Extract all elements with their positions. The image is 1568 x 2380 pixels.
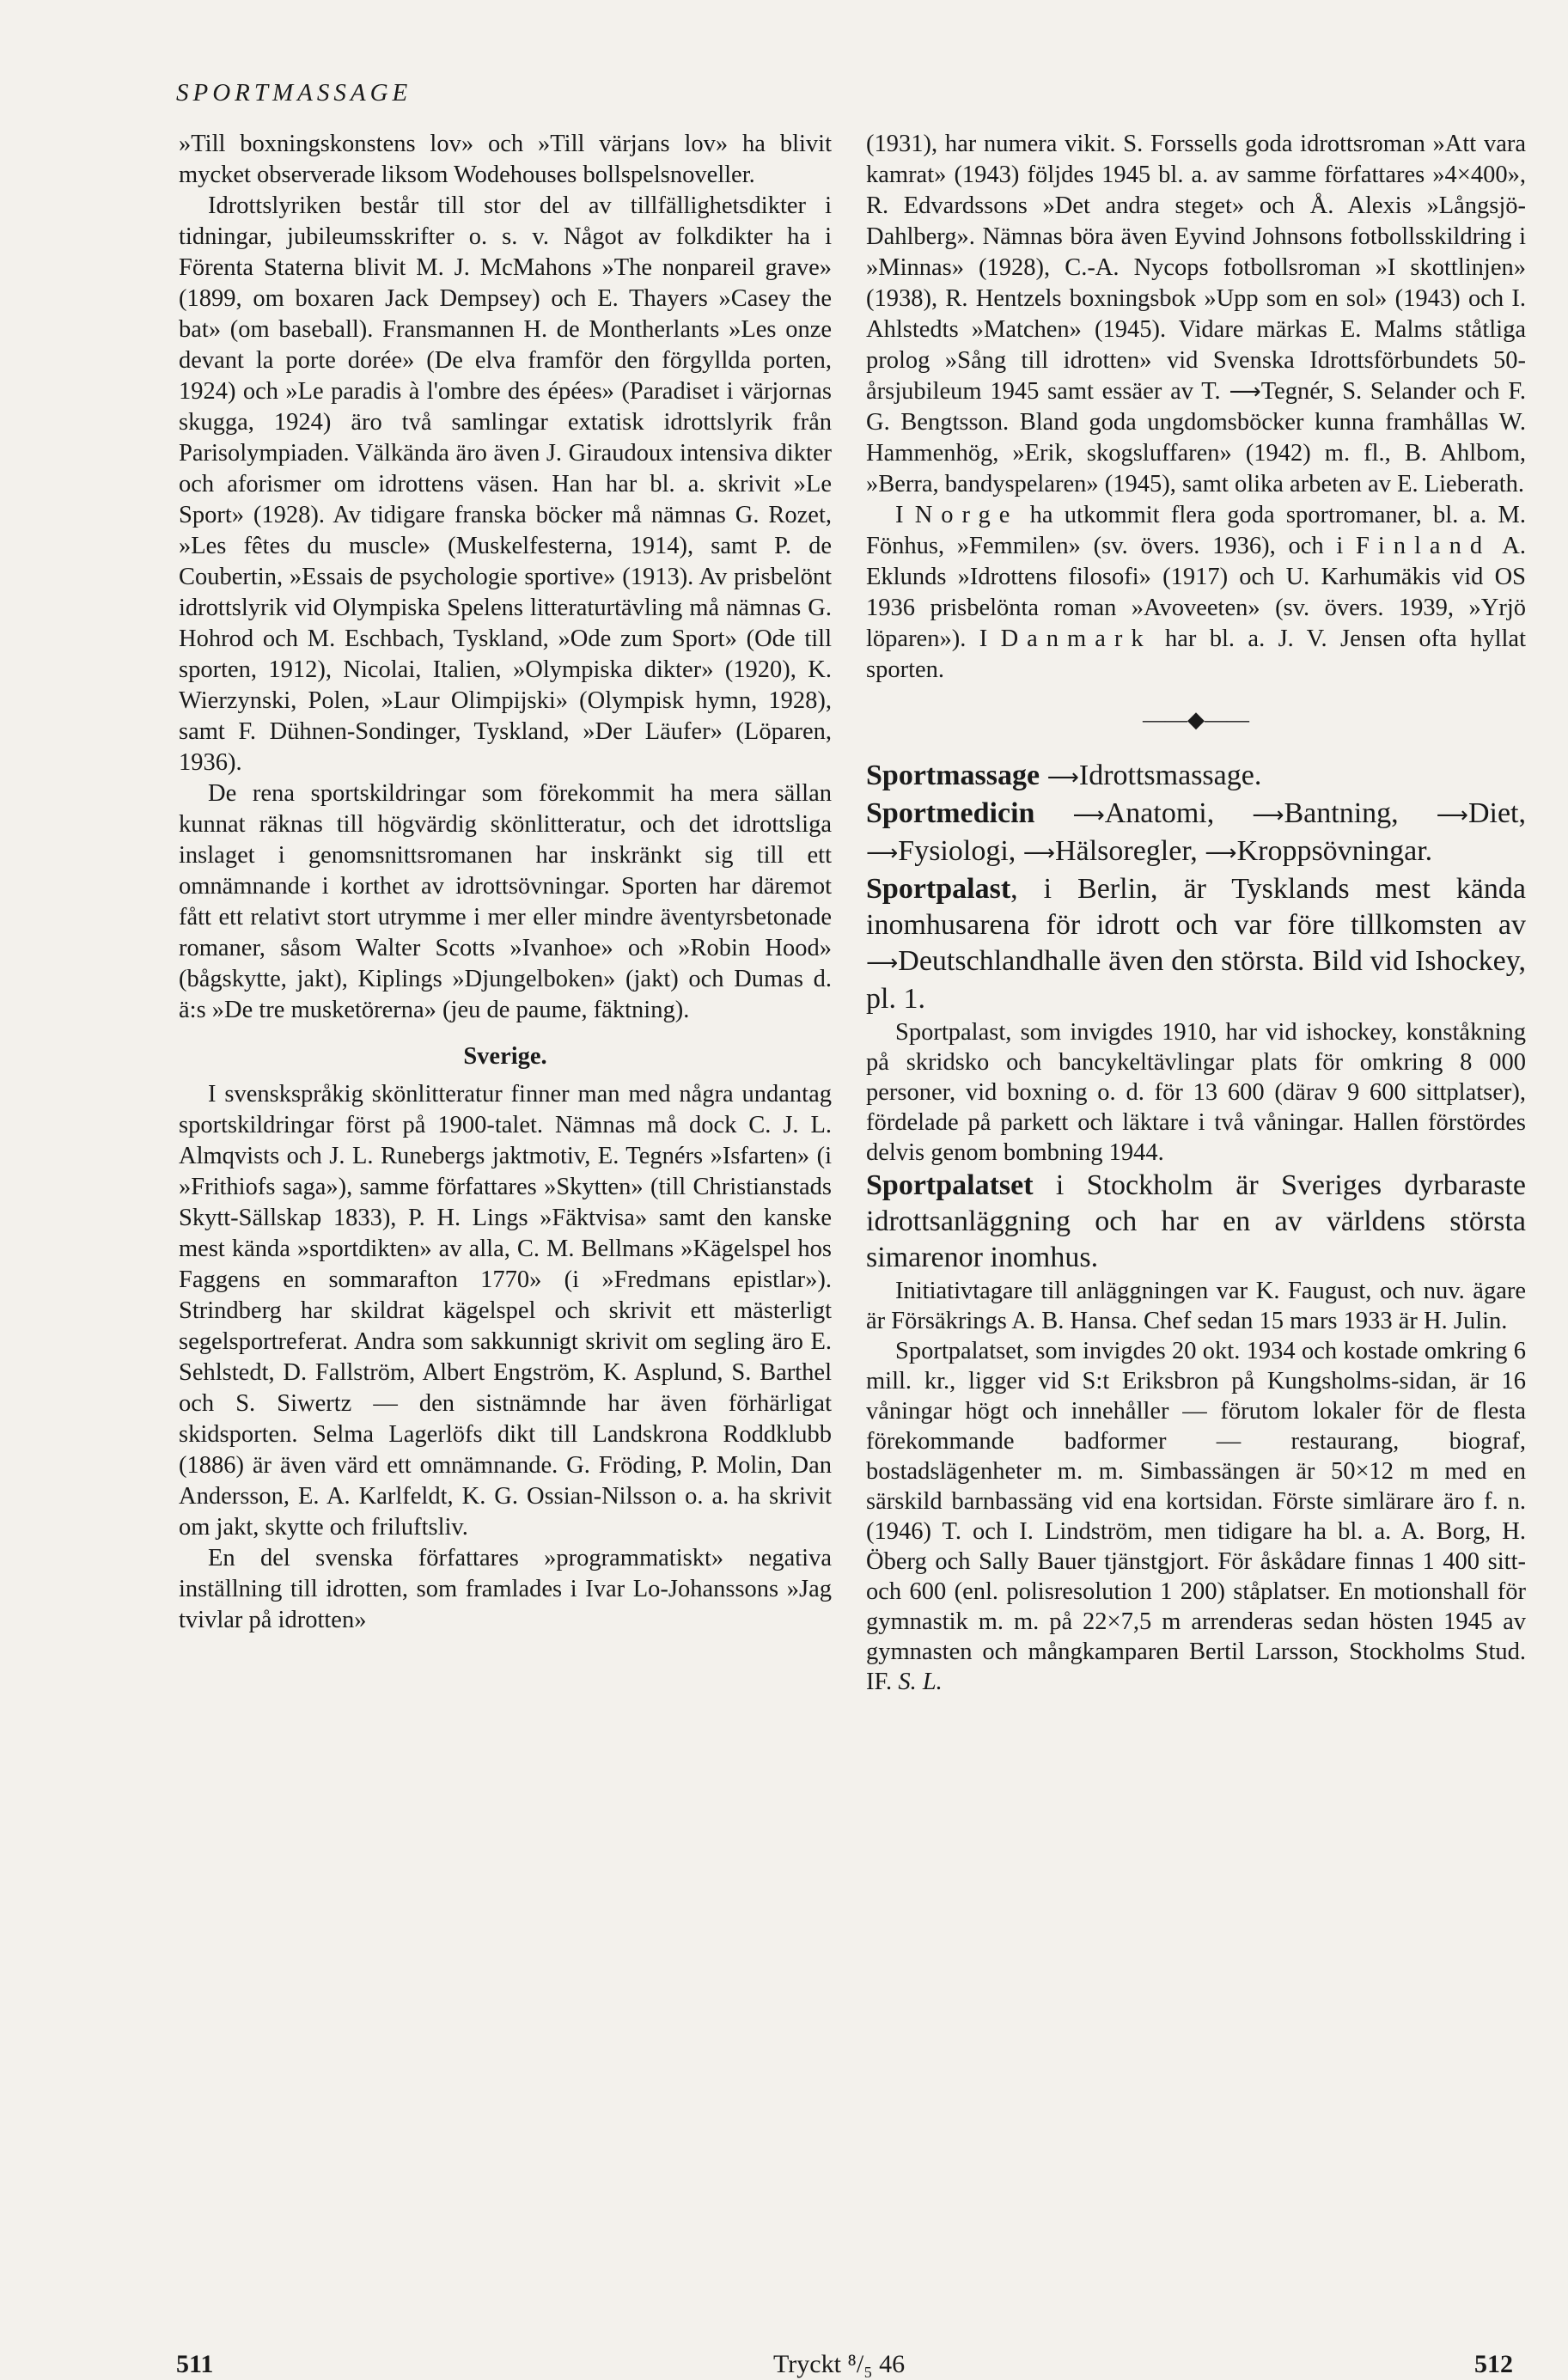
arrow-icon: ⟶ [1046,765,1079,790]
country-finland: Finland [1356,533,1492,559]
entry-sportpalatset: Sportpalatset i Stockholm är Sveriges dyrbaraste idrottsanläggning och har en av världens största simarenor inomhus. [866,1169,1526,1273]
left-column [179,129,832,1636]
country-danmark: Danmark [1000,626,1152,652]
cross-reference[interactable]: Diet, [1467,797,1526,829]
paragraph: I Norge ha utkommit flera goda sportromaner, bl. a. M. Fönhus, »Femmilen» (sv. övers. 1936), och i Finland A. Eklunds »Idrottens filosofi» (1917) och U. Karhumäkis vid OS 1936 prisbelönta roman »Avoveeten» (sv. övers. 1939, »Yrjö löparen»). I Danmark har bl. a. J. V. Jensen ofta hyllat sporten. [866,502,1527,683]
arrow-icon: ⟶ [866,950,899,976]
cross-reference[interactable]: Kroppsövningar. [1236,835,1433,867]
cross-reference[interactable]: Idrottsmassage. [1078,760,1262,791]
section-heading-sverige: Sverige. [463,1043,547,1070]
cross-reference[interactable]: Hälsoregler, [1055,835,1198,867]
print-note: Tryckt ⁸/₅ 46 [773,2350,906,2378]
paragraph: Sportpalast, som invigdes 1910, har vid ishockey, konståkning på skridsko och bancykeltävlingar plats för omkring 8 000 personer, vid boxning o. d. för 13 600 (därav 9 600 sittplatser), fördelade på parkett och läktare i två våningar. Hallen förstördes delvis genom bombning 1944. [866,1019,1526,1166]
paragraph: Initiativtagare till anläggningen var K. Faugust, och nuv. ägare är Försäkrings A. B. Hansa. Chef sedan 15 mars 1933 är H. Julin. [866,1278,1526,1334]
entry-sportpalast: Sportpalast, i Berlin, är Tysklands mest kända inomhusarena för idrott och var före tillkomsten av ⟶Deutschlandhalle även den största. Bild vid Ishockey, pl. 1. [866,873,1527,1015]
paragraph: I svenskspråkig skönlitteratur finner man med några undantag sportskildringar först på 1900-talet. Nämnas må dock C. J. L. Almqvists och J. L. Runebergs jaktmotiv, E. Tegnérs »Isfarten» (i »Frithiofs saga»), samme författares »Skytten» (till Christianstads Skytt-Sällskap 1833), P. H. Lings »Fäktvisa» samt den kanske mest kända »sportdikten» av alla, C. M. Bellmans »Kägelspel hos Faggens en sommarafton 1770» (i »Fredmans epistlar»). Strindberg har skildrat kägelspel och skrivit ett mästerligt segelsportreferat. Andra som sakkunnigt skrivit om segling äro E. Sehlstedt, D. Fallström, Albert Engström, K. Asplund, S. Barthel och S. Siwertz — den sistnämnde har även förhärligat skidsporten. Selma Lagerlöfs dikt till Landskrona Roddklubb (1886) är även värd ett omnämnande. G. Fröding, P. Molin, Dan Andersson, E. A. Karlfeldt, K. G. Ossian-Nilsson o. a. ha skrivit om jakt, skytte och friluftsliv. [179,1081,832,1541]
right-column [866,129,1526,1697]
entry-headword: Sportpalatset [866,1169,1034,1201]
arrow-icon: ⟶ [1205,840,1237,866]
arrow-icon: ⟶ [1252,802,1284,828]
country-norge: Norge [914,502,1019,528]
entry-headword: Sportpalast [866,873,1011,905]
author-signature: S. L. [898,1669,943,1695]
arrow-icon: ⟶ [1436,802,1468,828]
cross-reference[interactable]: Deutschlandhalle [898,945,1101,977]
paragraph: (1931), har numera vikit. S. Forssells goda idrottsroman »Att vara kamrat» (1943) följdes 1945 bl. a. av samme författares »4×400», R. Edvardssons »Det andra steget» och Å. Alexis »Långsjö-Dahlberg». Nämnas böra även Eyvind Johnsons fotbollsskildring i »Minnas» (1928), C.-A. Nycops fotbollsroman »I skottlinjen» (1938), R. Hentzels boxningsbok »Upp som en sol» (1943) och I. Ahlstedts »Matchen» (1945). Vidare märkas E. Malms ståtliga prolog »Sång till idrotten» vid Svenska Idrottsförbundets 50-årsjubileum 1945 samt essäer av T. ⟶Tegnér, S. Selander och F. G. Bengtsson. Bland goda ungdomsböcker kunna framhållas W. Hammenhög, »Erik, skogsluffaren» (1942) m. fl., B. Ahlbom, »Berra, bandyspelaren» (1945), samt olika arbeten av E. Lieberath. [866,131,1527,497]
cross-reference[interactable]: Tegnér [1260,378,1328,405]
cross-reference[interactable]: Bantning, [1284,797,1399,829]
running-head: SPORTMASSAGE [176,79,412,107]
paragraph: Idrottslyriken består till stor del av tillfällighetsdikter i tidningar, jubileumsskrifter o. s. v. Något av folkdikter ha i Förenta Staterna blivit M. J. McMahons »The nonpareil grave» (1899, om boxaren Jack Dempsey) och E. Thayers »Casey the bat» (om baseball). Fransmannen H. de Montherlants »Les onze devant la porte dorée» (De elva framför den förgyllda porten, 1924) och »Le paradis à l'ombre des épées» (Paradiset i värjornas skugga, 1924) äro två samlingar extatisk idrottslyrik från Parisolympiaden. Välkända äro även J. Giraudoux intensiva dikter och aforismer om idrottens väsen. Han har bl. a. skrivit »Le Sport» (1928). Av tidigare franska böcker må nämnas G. Rozet, »Les fêtes du muscle» (Muskelfesterna, 1914), samt P. de Coubertin, »Essais de psychologie sportive» (1913). Av prisbelönt idrottslyrik vid Olympiska Spelens litteraturtävling må nämnas G. Hohrod och M. Eschbach, Tyskland, »Ode zum Sport» (Ode till sporten, 1912), Nicolai, Italien, »Olympiska dikter» (1920), K. Wierzynski, Polen, »Laur Olimpijski» (Olympisk hymn, 1928), samt F. Dühnen-Sondinger, Tyskland, »Der Läufer» (Löparen, 1936). [179,192,832,776]
arrow-icon: ⟶ [1022,840,1056,866]
entry-headword: Sportmassage [866,760,1040,791]
page-number-right: 512 [1474,2350,1513,2378]
arrow-icon: ⟶ [1229,379,1261,405]
divider-ornament: ——◆—— [1143,707,1249,732]
arrow-icon: ⟶ [1072,802,1105,828]
paragraph: En del svenska författares »programmatiskt» negativa inställning till idrotten, som framlades i Ivar Lo-Johanssons »Jag tvivlar på idrotten» [179,1545,832,1633]
entry-headword: Sportmedicin [866,797,1035,829]
paragraph: Sportpalatset, som invigdes 20 okt. 1934 och kostade omkring 6 mill. kr., ligger vid S:t Eriksbron på Kungsholms-sidan, är 16 våningar högt och innehåller — förutom lokaler för de flesta förekommande badformer — restaurang, biograf, bostadslägenheter m. m. Simbassängen är 50×12 m med en särskild barnbassäng vid ena kortsidan. Förste simlärare äro f. n. (1946) T. och I. Lindström, men tidigare ha bl. a. A. Borg, H. Öberg och Sally Bauer tjänstgjort. För åskådare finnas 1 400 sitt- och 600 (enl. polisresolution 1 200) ståplatser. En motionshall för gymnastik m. m. på 22×7,5 m arrenderas sedan hösten 1945 av gymnasten och mångkamparen Bertil Larsson, Stockholms Stud. IF. S. L. [866,1338,1526,1695]
entry-sportmedicin [866,796,1526,871]
cross-reference[interactable]: Fysiologi, [898,835,1016,867]
entry-sportmassage [866,758,1526,796]
paragraph: »Till boxningskonstens lov» och »Till värjans lov» ha blivit mycket observerade liksom Wodehouses bollspelsnoveller. [179,131,832,188]
paragraph: De rena sportskildringar som förekommit ha mera sällan kunnat räknas till högvärdig skönlitteratur, och det idrottsliga inslaget i genomsnittsromanen har inskränkt sig till ett omnämnande i korthet av idrottsövningar. Sporten har däremot fått ett relativt stort utrymme i mer eller mindre äventyrsbetonade romaner, såsom Walter Scotts »Ivanhoe» och »Robin Hood» (bågskytte, jakt), Kiplings »Djungelboken» (jakt) och Dumas d. ä:s »De tre musketörerna» (jeu de paume, fäktning). [179,780,832,1023]
cross-reference[interactable]: Anatomi, [1104,797,1215,829]
page-number-left: 511 [176,2350,214,2378]
arrow-icon: ⟶ [866,840,899,866]
